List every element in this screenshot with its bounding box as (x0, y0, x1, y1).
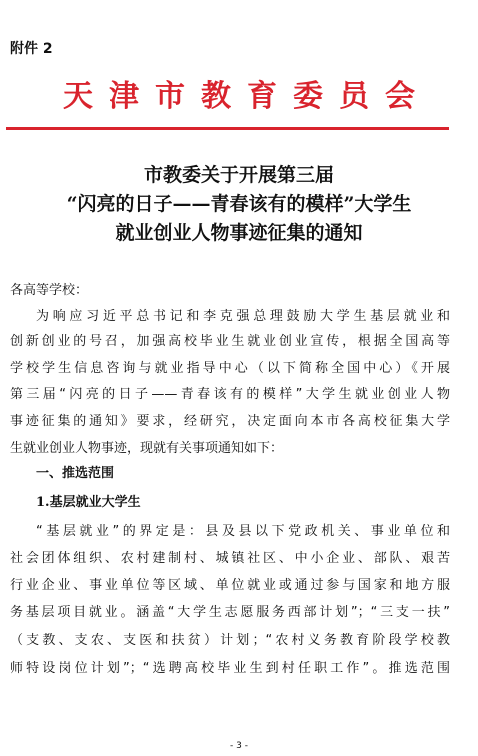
paragraph-1-line: 为响应习近平总书记和李克强总理鼓励大学生基层就业和 (36, 309, 450, 324)
paragraph-2-line: “基层就业”的界定是：县及县以下党政机关、事业单位和 (36, 524, 450, 539)
paragraph-1-line: 事迹征集的通知》要求，经研究，决定面向本市各高校征集大学 (10, 414, 450, 429)
attachment-label: 附件 2 (10, 41, 53, 57)
paragraph-2-line: 务基层项目就业。涵盖“大学生志愿服务西部计划”；“三支一扶” (10, 605, 450, 620)
paragraph-2-line: （支教、支农、支医和扶贫）计划；“农村义务教育阶段学校教 (10, 633, 450, 648)
section-heading: 一、推选范围 (36, 466, 115, 481)
paragraph-1-line: 第三届“闪亮的日子——青春该有的模样”大学生就业创业人物 (10, 387, 450, 402)
paragraph-1-line: 学校学生信息咨询与就业指导中心（以下简称全国中心）《开展 (10, 361, 450, 376)
paragraph-1-line: 生就业创业人物事迹，现就有关事项通知如下： (10, 441, 284, 456)
header-red-rule (6, 127, 449, 130)
issuer-header-title: 天津市教育委员会 (63, 79, 431, 114)
document-title-line-3: 就业创业人物事迹征集的通知 (115, 222, 363, 244)
document-title-line-2: “闪亮的日子——青春该有的模样”大学生 (66, 193, 412, 215)
paragraph-2-line: 师特设岗位计划”；“选聘高校毕业生到村任职工作”。推选范围 (10, 661, 450, 676)
paragraph-1-line: 创新创业的号召，加强高校毕业生就业创业宣传，根据全国高等 (10, 334, 450, 349)
page-number: - 3 - (230, 741, 248, 751)
paragraph-2-line: 社会团体组织、农村建制村、城镇社区、中小企业、部队、艰苦 (10, 551, 450, 566)
document-title-line-1: 市教委关于开展第三届 (143, 164, 334, 186)
addressee: 各高等学校： (10, 283, 89, 298)
paragraph-2-line: 行业企业、事业单位等区域、单位就业或通过参与国家和地方服 (10, 578, 450, 593)
subsection-heading: 1.基层就业大学生 (36, 495, 141, 510)
